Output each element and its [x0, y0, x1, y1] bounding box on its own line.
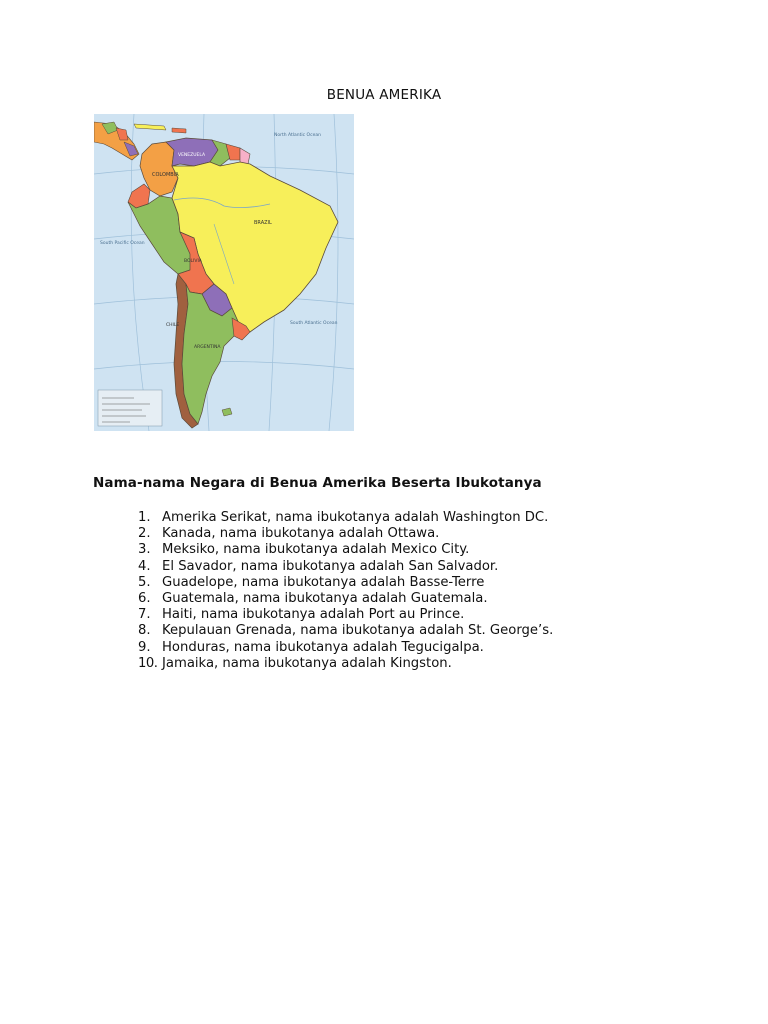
list-text: Amerika Serikat, nama ibukotanya adalah Washington DC.	[162, 510, 549, 525]
argentina-label: ARGENTINA	[194, 345, 221, 350]
map-legend-box	[98, 390, 162, 426]
list-item	[138, 640, 553, 656]
list-text: Guadelope, nama ibukotanya adalah Basse-Terre	[162, 574, 485, 590]
south-atlantic-label: South Atlantic Ocean	[290, 321, 338, 326]
list-number: 6.	[138, 591, 151, 607]
chile-label: CHILE	[166, 323, 180, 328]
caribbean-island	[172, 128, 186, 133]
list-item	[138, 623, 553, 639]
list-item	[138, 607, 553, 623]
south-america-map	[94, 114, 354, 431]
list-item	[138, 542, 553, 558]
list-item	[138, 510, 553, 526]
list-text: Honduras, nama ibukotanya adalah Tegucigalpa.	[162, 639, 484, 655]
venezuela-label: VENEZUELA	[178, 153, 206, 158]
list-number: 4.	[138, 558, 151, 574]
map-svg	[94, 114, 354, 431]
list-number: 2.	[138, 526, 151, 542]
list-item	[138, 656, 553, 672]
list-item	[138, 559, 553, 575]
bolivia-label: BOLIVIA	[184, 259, 202, 264]
list-number: 3.	[138, 542, 151, 558]
list-text: Meksiko, nama ibukotanya adalah Mexico City.	[162, 542, 470, 558]
list-item	[138, 575, 553, 591]
list-item	[138, 591, 553, 607]
colombia-label: COLOMBIA	[152, 172, 179, 178]
list-number: 10.	[138, 655, 158, 671]
south-pacific-label: South Pacific Ocean	[100, 241, 145, 246]
list-text: Kepulauan Grenada, nama ibukotanya adalah St. George’s.	[162, 623, 554, 639]
list-number: 8.	[138, 623, 151, 639]
list-number: 7.	[138, 607, 151, 623]
list-item	[138, 526, 553, 542]
list-number: 9.	[138, 639, 151, 655]
section-heading: Nama-nama Negara di Benua Amerika Beserta Ibukotanya	[93, 475, 542, 491]
list-text: Kanada, nama ibukotanya adalah Ottawa.	[162, 526, 440, 542]
page-title: BENUA AMERIKA	[326, 87, 442, 103]
list-text: El Savador, nama ibukotanya adalah San Salvador.	[162, 558, 499, 574]
list-text: Haiti, nama ibukotanya adalah Port au Prince.	[162, 607, 465, 623]
north-atlantic-label: North Atlantic Ocean	[274, 133, 321, 138]
list-text: Jamaika, nama ibukotanya adalah Kingston.	[162, 655, 452, 671]
list-number: 5.	[138, 574, 151, 590]
country-list	[138, 510, 553, 672]
list-text: Guatemala, nama ibukotanya adalah Guatemala.	[162, 591, 488, 607]
list-number: 1.	[138, 510, 151, 525]
brazil-label: BRAZIL	[254, 220, 272, 226]
